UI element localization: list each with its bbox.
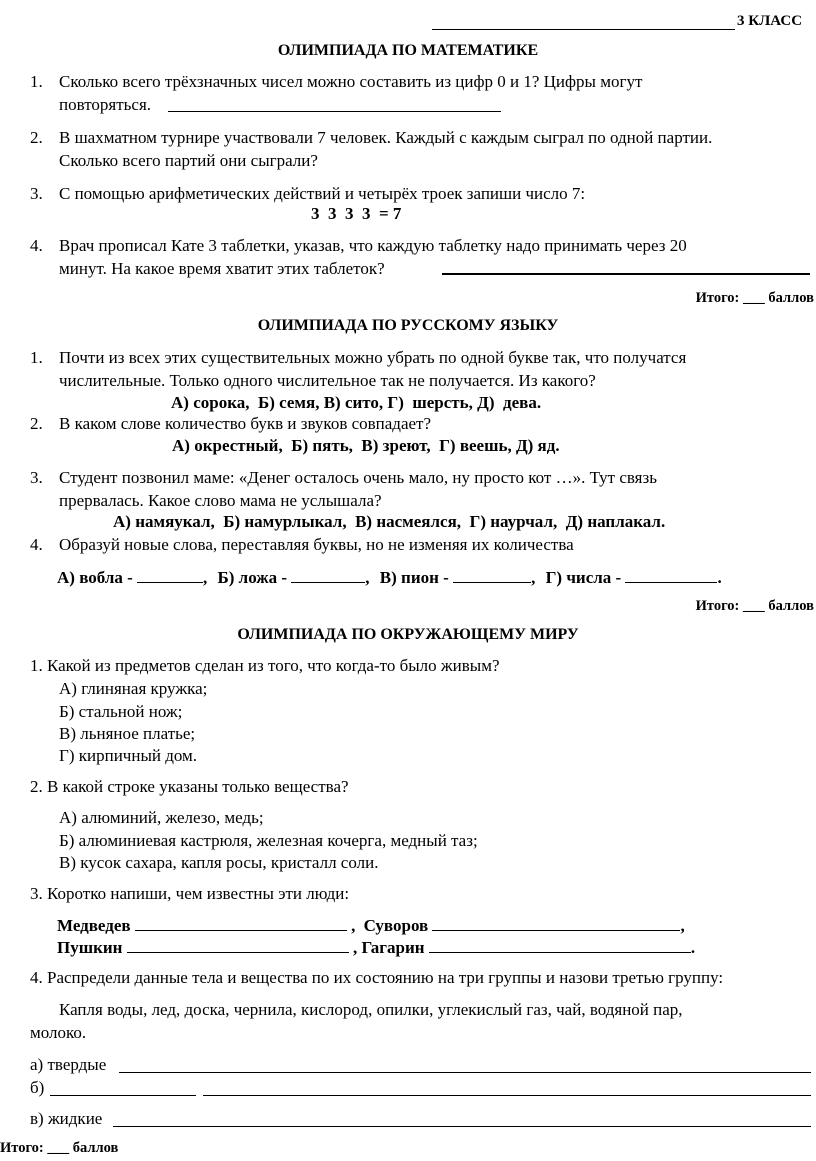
world-q3-row2: Пушкин , Гагарин .	[57, 938, 696, 957]
ru-q1-num: 1.	[30, 348, 43, 367]
ru-q4-line1: Образуй новые слова, переставляя буквы, но не изменяя их количества	[59, 535, 574, 554]
grade-label: 3 КЛАСС	[737, 13, 803, 29]
ru-q3-num: 3.	[30, 468, 43, 487]
ru-q4-answers-row: А) вобла - , Б) ложа - , В) пион - , Г) числа - .	[57, 568, 722, 587]
world-q2-opt-a: А) алюминий, железо, медь;	[59, 808, 264, 827]
ru-q4-d-blank[interactable]	[625, 567, 717, 583]
world-q1-text: 1. Какой из предметов сделан из того, что когда-то было живым?	[30, 656, 500, 675]
ru-q1-options: А) сорока, Б) семя, В) сито, Г) шерсть, Д) дева.	[171, 393, 542, 412]
world-q1-opt-c: В) льняное платье;	[59, 724, 196, 743]
math-q4-answer-line[interactable]	[442, 273, 810, 275]
world-q4-text: 4. Распредели данные тела и вещества по их состоянию на три группы и назови третью группу:	[30, 968, 724, 987]
ru-q2-line1: В каком слове количество букв и звуков совпадает?	[59, 414, 432, 433]
person-medvedev: Медведев	[57, 916, 131, 935]
ru-q4-c-label: В) пион -	[379, 568, 449, 587]
world-score: Итого: ___ баллов	[0, 1140, 119, 1156]
world-q1-opt-b: Б) стальной нож;	[59, 702, 183, 721]
world-title: ОЛИМПИАДА ПО ОКРУЖАЮЩЕМУ МИРУ	[237, 626, 579, 643]
ru-q4-b-label: Б) ложа -	[217, 568, 288, 587]
russian-score: Итого: ___ баллов	[695, 598, 814, 614]
ru-q1-line2: числительные. Только одного числительное так не получается. Из какого?	[59, 371, 596, 390]
ru-q1-line1: Почти из всех этих существительных можно убрать по одной букве так, что получатся	[59, 348, 687, 367]
ru-q2-options: А) окрестный, Б) пять, В) зреют, Г) веешь, Д) яд.	[172, 436, 560, 455]
ru-q4-c-blank[interactable]	[453, 567, 531, 583]
math-q3-num: 3.	[30, 184, 43, 203]
math-q3-expression: 3 3 3 3 = 7	[311, 204, 402, 223]
math-q2-line1: В шахматном турнире участвовали 7 человек. Каждый с каждым сыграл по одной партии.	[59, 128, 713, 147]
math-q2-line2: Сколько всего партий они сыграли?	[59, 151, 318, 170]
world-q3-text: 3. Коротко напиши, чем известны эти люди:	[30, 884, 350, 903]
math-q4-line2: минут. На какое время хватит этих таблеток?	[59, 259, 385, 278]
math-q3-line1: С помощью арифметических действий и четырёх троек запиши число 7:	[59, 184, 586, 203]
pushkin-blank[interactable]	[127, 937, 349, 953]
math-q1-answer-line[interactable]	[168, 111, 501, 112]
math-q1-line1: Сколько всего трёхзначных чисел можно составить из цифр 0 и 1? Цифры могут	[59, 72, 643, 91]
math-q1-line2: повторяться.	[59, 95, 152, 114]
group-third-items-line[interactable]	[203, 1095, 811, 1096]
ru-q4-a-label: А) вобла -	[57, 568, 133, 587]
math-q2-num: 2.	[30, 128, 43, 147]
math-q4-line1: Врач прописал Кате 3 таблетки, указав, что каждую таблетку надо принимать через 20	[59, 236, 687, 255]
ru-q3-line2: прервалась. Какое слово мама не услышала?	[59, 491, 382, 510]
ru-q4-a-blank[interactable]	[137, 567, 203, 583]
person-suvorov: Суворов	[363, 916, 429, 935]
ru-q3-options: А) намяукал, Б) намурлыкал, В) насмеялся, Г) наурчал, Д) наплакал.	[113, 512, 666, 531]
russian-title: ОЛИМПИАДА ПО РУССКОМУ ЯЗЫКУ	[257, 317, 559, 334]
world-q2-opt-c: В) кусок сахара, капля росы, кристалл соли.	[59, 853, 379, 872]
ru-q4-num: 4.	[30, 535, 43, 554]
ru-q2-num: 2.	[30, 414, 43, 433]
world-q2-text: 2. В какой строке указаны только вещества?	[30, 777, 349, 796]
math-q4-num: 4.	[30, 236, 43, 255]
group-solid-label: а) твердые	[30, 1055, 107, 1074]
gagarin-blank[interactable]	[429, 937, 691, 953]
math-q1-num: 1.	[30, 72, 43, 91]
medvedev-blank[interactable]	[135, 915, 347, 931]
person-pushkin: Пушкин	[57, 938, 123, 957]
world-q1-opt-a: А) глиняная кружка;	[59, 679, 208, 698]
world-q4-list-line2: молоко.	[30, 1023, 87, 1042]
ru-q4-d-label: Г) числа -	[545, 568, 622, 587]
math-title: ОЛИМПИАДА ПО МАТЕМАТИКЕ	[277, 42, 539, 59]
math-score: Итого: ___ баллов	[695, 290, 814, 306]
group-third-label: б)	[30, 1078, 45, 1097]
ru-q3-line1: Студент позвонил маме: «Денег осталось очень мало, ну просто кот …». Тут связь	[59, 468, 657, 487]
suvorov-blank[interactable]	[432, 915, 680, 931]
world-q3-row1: Медведев , Суворов ,	[57, 916, 685, 935]
group-third-name-line[interactable]	[50, 1095, 196, 1096]
world-q1-opt-d: Г) кирпичный дом.	[59, 746, 198, 765]
group-solid-line[interactable]	[119, 1072, 811, 1073]
group-liquid-label: в) жидкие	[30, 1109, 103, 1128]
grade-underline	[432, 29, 735, 30]
world-q2-opt-b: Б) алюминиевая кастрюля, железная кочерга, медный таз;	[59, 831, 478, 850]
group-liquid-line[interactable]	[113, 1126, 811, 1127]
ru-q4-b-blank[interactable]	[291, 567, 365, 583]
person-gagarin: Гагарин	[361, 938, 425, 957]
world-q4-list-line1: Капля воды, лед, доска, чернила, кислород, опилки, углекислый газ, чай, водяной пар,	[59, 1000, 683, 1019]
